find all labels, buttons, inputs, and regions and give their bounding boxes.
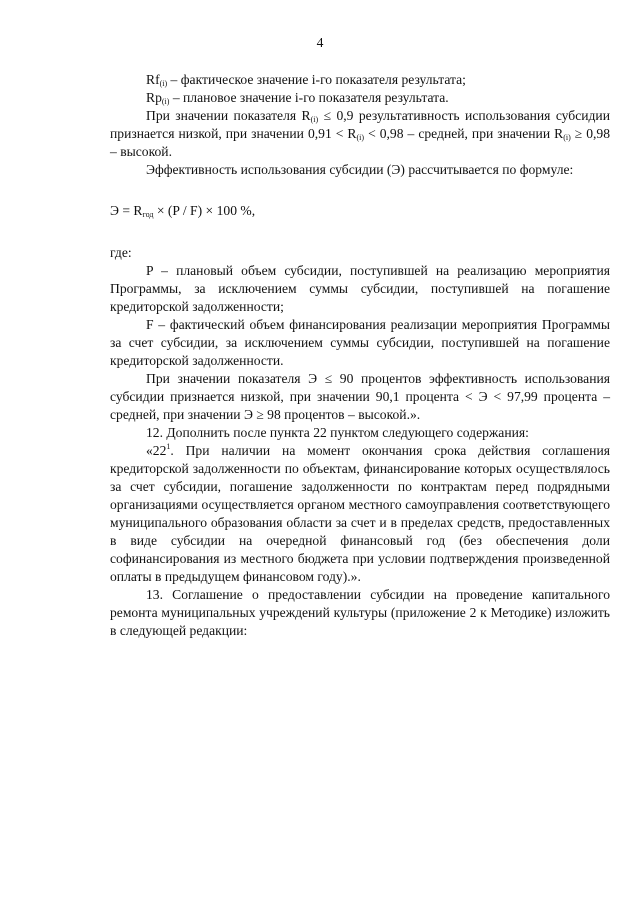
where-label: где: bbox=[110, 245, 132, 260]
item-12: 12. Дополнить после пункта 22 пунктом следующего содержания: bbox=[146, 425, 529, 440]
p-definition: P – плановый объем субсидии, поступившей на реализацию мероприятия Программы, за исключением суммы субсидии, поступившей на погашение кредиторской задолженности; bbox=[110, 263, 610, 314]
rf-definition: $Rf_{(i)}$ – фактическое значение i-го показателя результата; bbox=[146, 72, 466, 88]
document-body bbox=[110, 71, 610, 640]
efficiency-evaluation-paragraph: При значении показателя Э ≤ 90 процентов эффективность использования субсидии признается низкой, при значении 90,1 процента < Э < 97,99 процента – средней, при значении Э ≥ 98 процентов – высокой.». bbox=[110, 371, 610, 422]
result-evaluation-paragraph: При значении показателя $R_{(i)} \le 0,9$ результативность использования субсидии признается низкой, при значении $0,91 < R_{(i)} < 0,98$ – средней, при значении $R_{(i)} \ge 0,98$ – высокой. bbox=[110, 108, 611, 159]
item-13: 13. Соглашение о предоставлении субсидии на проведение капитального ремонта муниципальных учреждений культуры (приложение 2 к Методике) изложить в следующей редакции: bbox=[110, 587, 610, 638]
item-22-1: «$22^1$. При наличии на момент окончания срока действия соглашения кредиторской задолженности по объектам, финансирование которых осуществлялось за счет субсидии, погашение задолженности по контрактам перед подрядными организациями осуществляется органом местного самоуправления соответствующего муниципального образования области за счет и в пределах средств, предоставленных в виде субсидии на очередной финансовый год (без обеспечения доли софинансирования из местного бюджета при условии подтверждения произведенной оплаты в предыдущем финансовом году).». bbox=[110, 442, 610, 584]
rp-definition: $Rp_{(i)}$ – плановое значение i-го показателя результата. bbox=[146, 90, 449, 106]
efficiency-formula: $Э = R_{год} \times (P / F) \times 100$ %, bbox=[110, 203, 256, 219]
f-definition: F – фактический объем финансирования реализации мероприятия Программы за счет субсидии, за исключением суммы субсидии, поступившей на погашение кредиторской задолженности. bbox=[110, 317, 610, 368]
page-number: 4 bbox=[316, 35, 324, 50]
efficiency-intro: Эффективность использования субсидии (Э) рассчитывается по формуле: bbox=[146, 162, 574, 177]
